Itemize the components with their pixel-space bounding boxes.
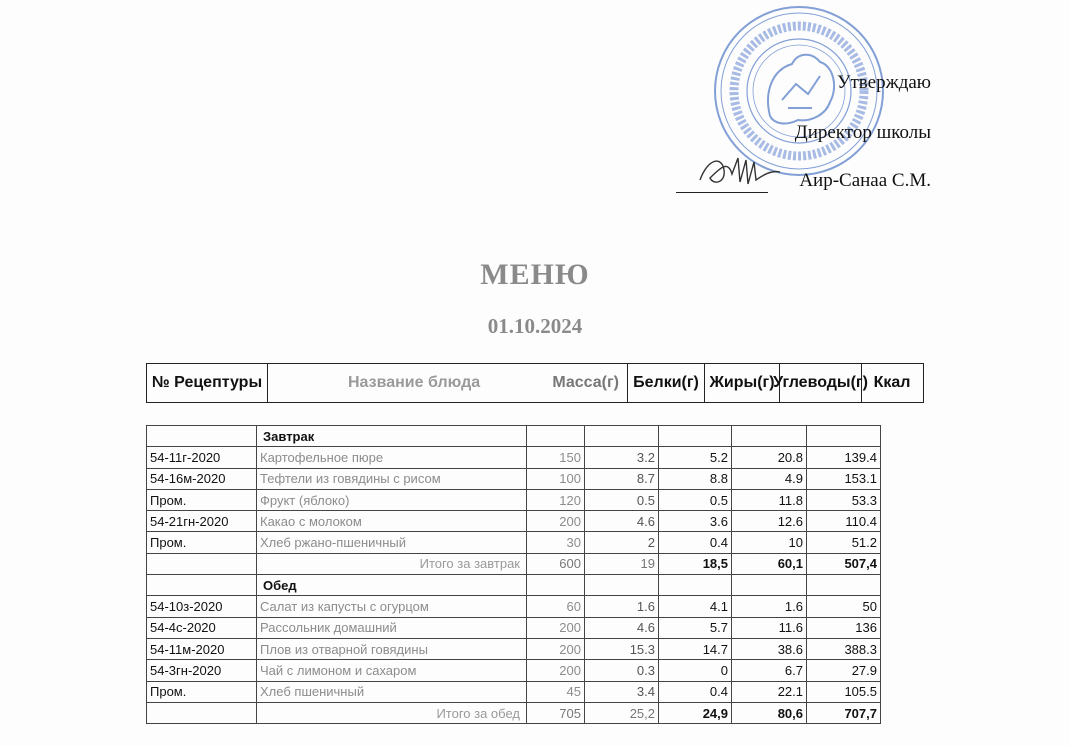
recipe-cell: Пром. (147, 532, 257, 553)
kcal-cell: 105.5 (807, 681, 881, 702)
dish-cell: Чай с лимоном и сахаром (257, 660, 527, 681)
total-row (147, 702, 881, 723)
mass-cell: 150 (527, 447, 585, 468)
col-header-carbs: Углеводы(г) (780, 364, 862, 402)
kcal-cell: 27.9 (807, 660, 881, 681)
carbs-cell: 10 (732, 532, 807, 553)
menu-title: МЕНЮ (480, 258, 590, 291)
menu-table (146, 425, 881, 724)
fat-cell: 14.7 (659, 638, 732, 659)
table-row (147, 660, 881, 681)
col-header-dish-label: Название блюда (348, 374, 481, 391)
fat-cell: 0.4 (659, 681, 732, 702)
recipe-cell (147, 702, 257, 723)
carbs-cell: 4.9 (732, 468, 807, 489)
table-row (147, 617, 881, 638)
approval-name: Аир-Санаа С.М. (799, 170, 931, 191)
fat-cell: 0.5 (659, 489, 732, 510)
fat-cell: 8.8 (659, 468, 732, 489)
mass-cell: 120 (527, 489, 585, 510)
protein-cell: 25,2 (585, 702, 659, 723)
table-row (147, 489, 881, 510)
recipe-cell: 54-10з-2020 (147, 596, 257, 617)
kcal-cell: 51.2 (807, 532, 881, 553)
dish-cell: Хлеб пшеничный (257, 681, 527, 702)
protein-cell: 1.6 (585, 596, 659, 617)
protein-cell: 0.3 (585, 660, 659, 681)
protein-cell: 2 (585, 532, 659, 553)
dish-cell: Итого за завтрак (257, 553, 527, 574)
kcal-cell: 110.4 (807, 511, 881, 532)
dish-cell: Завтрак (257, 426, 527, 447)
kcal-cell: 53.3 (807, 489, 881, 510)
mass-cell: 200 (527, 511, 585, 532)
protein-cell (585, 575, 659, 596)
fat-cell: 0.4 (659, 532, 732, 553)
fat-cell: 0 (659, 660, 732, 681)
recipe-cell (147, 553, 257, 574)
mass-cell: 45 (527, 681, 585, 702)
table-header (146, 363, 924, 403)
table-row (147, 468, 881, 489)
mass-cell: 30 (527, 532, 585, 553)
col-header-mass: Масса(г) (552, 374, 619, 391)
col-header-fat: Жиры(г) (705, 364, 780, 402)
kcal-cell: 388.3 (807, 638, 881, 659)
carbs-cell: 6.7 (732, 660, 807, 681)
kcal-cell (807, 575, 881, 596)
mass-cell: 600 (527, 553, 585, 574)
carbs-cell: 60,1 (732, 553, 807, 574)
mass-cell: 200 (527, 638, 585, 659)
col-header-recipe: № Рецептуры (147, 364, 268, 402)
carbs-cell: 22.1 (732, 681, 807, 702)
recipe-cell (147, 575, 257, 596)
recipe-cell: 54-16м-2020 (147, 468, 257, 489)
kcal-cell: 50 (807, 596, 881, 617)
fat-cell (659, 426, 732, 447)
kcal-cell (807, 426, 881, 447)
dish-cell: Хлеб ржано-пшеничный (257, 532, 527, 553)
dish-cell: Фрукт (яблоко) (257, 489, 527, 510)
total-row (147, 553, 881, 574)
approval-position: Директор школы (794, 122, 931, 143)
col-header-protein: Белки(г) (628, 364, 705, 402)
recipe-cell: 54-21гн-2020 (147, 511, 257, 532)
mass-cell: 200 (527, 617, 585, 638)
protein-cell: 15.3 (585, 638, 659, 659)
dish-cell: Рассольник домашний (257, 617, 527, 638)
mass-cell: 60 (527, 596, 585, 617)
protein-cell: 4.6 (585, 511, 659, 532)
protein-cell: 19 (585, 553, 659, 574)
table-row (147, 511, 881, 532)
col-header-kcal: Ккал (873, 374, 911, 391)
table-row (147, 638, 881, 659)
carbs-cell: 1.6 (732, 596, 807, 617)
carbs-cell: 38.6 (732, 638, 807, 659)
fat-cell: 24,9 (659, 702, 732, 723)
mass-cell: 200 (527, 660, 585, 681)
recipe-cell: 54-11г-2020 (147, 447, 257, 468)
menu-date: 01.10.2024 (487, 314, 583, 338)
dish-cell: Картофельное пюре (257, 447, 527, 468)
approval-block (671, 70, 931, 194)
protein-cell: 3.2 (585, 447, 659, 468)
carbs-cell (732, 575, 807, 596)
approval-title: Утверждаю (837, 72, 931, 93)
protein-cell: 3.4 (585, 681, 659, 702)
recipe-cell: Пром. (147, 489, 257, 510)
mass-cell (527, 426, 585, 447)
protein-cell: 0.5 (585, 489, 659, 510)
kcal-cell: 139.4 (807, 447, 881, 468)
fat-cell: 3.6 (659, 511, 732, 532)
fat-cell: 5.2 (659, 447, 732, 468)
dish-cell: Салат из капусты с огурцом (257, 596, 527, 617)
fat-cell: 5.7 (659, 617, 732, 638)
col-header-dish (268, 364, 628, 402)
recipe-cell (147, 426, 257, 447)
table-row (147, 447, 881, 468)
kcal-cell: 707,7 (807, 702, 881, 723)
kcal-cell: 136 (807, 617, 881, 638)
recipe-cell: 54-3гн-2020 (147, 660, 257, 681)
protein-cell: 8.7 (585, 468, 659, 489)
section-row (147, 426, 881, 447)
section-row (147, 575, 881, 596)
carbs-cell: 20.8 (732, 447, 807, 468)
kcal-cell: 507,4 (807, 553, 881, 574)
dish-cell: Плов из отварной говядины (257, 638, 527, 659)
carbs-cell: 12.6 (732, 511, 807, 532)
recipe-cell: 54-11м-2020 (147, 638, 257, 659)
dish-cell: Тефтели из говядины с рисом (257, 468, 527, 489)
fat-cell: 18,5 (659, 553, 732, 574)
protein-cell: 4.6 (585, 617, 659, 638)
protein-cell (585, 426, 659, 447)
carbs-cell (732, 426, 807, 447)
carbs-cell: 11.8 (732, 489, 807, 510)
mass-cell (527, 575, 585, 596)
dish-cell: Итого за обед (257, 702, 527, 723)
table-row (147, 681, 881, 702)
table-row (147, 532, 881, 553)
carbs-cell: 80,6 (732, 702, 807, 723)
fat-cell: 4.1 (659, 596, 732, 617)
carbs-cell: 11.6 (732, 617, 807, 638)
kcal-cell: 153.1 (807, 468, 881, 489)
mass-cell: 705 (527, 702, 585, 723)
dish-cell: Какао с молоком (257, 511, 527, 532)
table-row (147, 596, 881, 617)
recipe-cell: 54-4с-2020 (147, 617, 257, 638)
dish-cell: Обед (257, 575, 527, 596)
fat-cell (659, 575, 732, 596)
mass-cell: 100 (527, 468, 585, 489)
recipe-cell: Пром. (147, 681, 257, 702)
